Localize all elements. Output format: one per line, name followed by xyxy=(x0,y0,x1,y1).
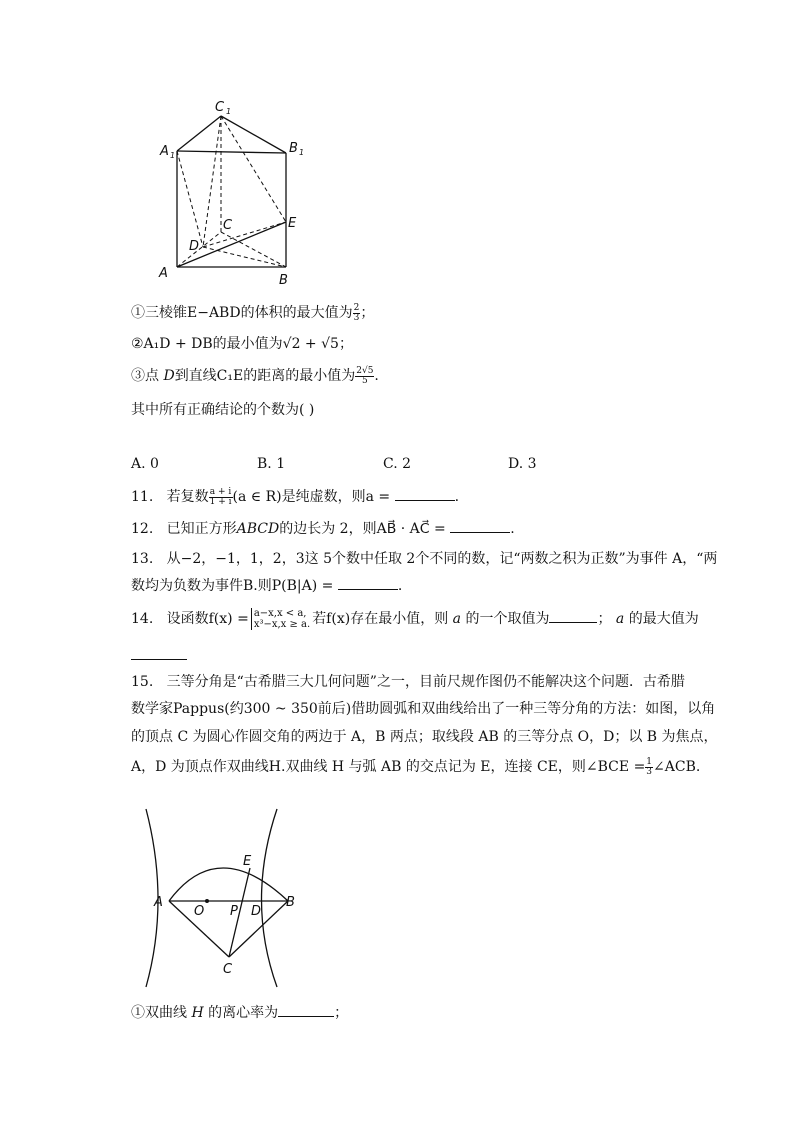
label-c: C xyxy=(223,218,233,233)
q10-prompt: 其中所有正确结论的个数为( ) xyxy=(131,402,315,418)
q12-number: 12. xyxy=(131,521,154,537)
statement-2: ②A₁D + DB的最小值为√2 + √5； xyxy=(131,336,353,352)
label-c1-sub: 1 xyxy=(226,107,232,116)
segment-c1-e xyxy=(221,116,286,222)
hyperbola-figure xyxy=(140,805,305,990)
question-14: 14. 设函数f(x) = a−x,x < a, x³−x,x ≥ a. 若f(x)存在最小值，则 a 的一个取值为 ； a 的最大值为 xyxy=(131,608,699,630)
question-15-line2: 数学家Pappus(约300 ~ 350前后)借助圆弧和双曲线给出了一种三等分角的方法：如图，以角 xyxy=(131,701,716,717)
vector-expression: AB⃗ · AC⃗ = xyxy=(376,521,446,537)
question-15: 15. 三等分角是“古希腊三大几何问题”之一，目前尺规作图仍不能解决这个问题．古希腊 xyxy=(131,674,685,690)
fraction-one-third: $\frac{1}{3}$ xyxy=(646,756,653,777)
fraction-two-root5-over-5: $\frac{2√5}{5}$ xyxy=(356,365,374,386)
option-c: C. 2 xyxy=(383,456,412,472)
option-b: B. 1 xyxy=(257,456,286,472)
label-a1-sub: 1 xyxy=(170,151,176,160)
label-c1: C xyxy=(215,100,225,115)
answer-blank-13[interactable] xyxy=(338,577,398,590)
point-o xyxy=(205,899,209,903)
label-a: A xyxy=(154,895,163,910)
label-b: B xyxy=(286,895,295,910)
label-a: A xyxy=(159,266,168,281)
label-c: C xyxy=(223,962,233,977)
label-o: O xyxy=(194,904,205,919)
statement-3-text: 到直线C₁E的距离的最小值为 xyxy=(174,368,356,384)
segment-c1-d xyxy=(203,116,221,247)
segment-d-b xyxy=(203,247,286,267)
q15-number: 15. xyxy=(131,674,154,690)
prism-figure xyxy=(155,95,315,290)
arc-ab xyxy=(169,868,288,901)
label-p: P xyxy=(230,904,238,919)
answer-blank-12[interactable] xyxy=(450,520,510,533)
question-15-line3: 的顶点 C 为圆心作圆交角的两边于 A，B 两点；取线段 AB 的三等分点 O，D；以 B 为焦点， xyxy=(131,729,718,745)
segment-a1-d xyxy=(177,151,203,247)
q13-number: 13. xyxy=(131,551,154,567)
statement-2-text: ②A₁D + DB的最小值为 xyxy=(131,336,283,352)
label-b1: B xyxy=(289,141,298,156)
question-14-line2 xyxy=(131,646,187,666)
answer-blank-15a[interactable] xyxy=(278,1004,334,1017)
label-b1-sub: 1 xyxy=(299,148,305,157)
question-11: 11. 若复数 $\frac{a + i}{1 + i}$ (a ∈ R)是纯虚数，则a = . xyxy=(131,486,460,507)
fraction-two-thirds: $\frac{2}{3}$ xyxy=(353,302,360,323)
question-12: 12. 已知正方形ABCD的边长为 2，则AB⃗ · AC⃗ = . xyxy=(131,521,515,537)
option-a: A. 0 xyxy=(131,456,159,472)
question-15-line4: A，D 为顶点作双曲线H.双曲线 H 与弧 AB 的交点记为 E，连接 CE，则∠BCE = $\frac{1}{3}$ ∠ACB. xyxy=(131,756,701,777)
label-a1: A xyxy=(160,144,169,159)
edge-a1-b1 xyxy=(177,151,286,153)
statement-3: ③点 D到直线C₁E的距离的最小值为 $\frac{2√5}{5}$ . xyxy=(131,365,379,386)
segment-d-e xyxy=(203,222,286,247)
q11-number: 11. xyxy=(131,489,154,505)
question-13: 13. 从−2，−1，1，2，3这 5个数中任取 2个不同的数，记“两数之积为正数”为事件 A，“两 xyxy=(131,551,718,567)
question-15-sub1: ①双曲线 H 的离心率为 ； xyxy=(131,1005,349,1021)
fraction-a-plus-i: $\frac{a + i}{1 + i}$ xyxy=(209,486,232,507)
label-d: D xyxy=(189,239,200,254)
edge-c1-a1 xyxy=(177,116,221,151)
answer-blank-11[interactable] xyxy=(395,488,455,501)
answer-blank-14b[interactable] xyxy=(131,647,187,660)
label-d: D xyxy=(251,904,262,919)
label-b: B xyxy=(279,273,288,288)
edge-c-b xyxy=(221,232,286,267)
statement-1: ①三棱锥E−ABD的体积的最大值为 $\frac{2}{3}$ ； xyxy=(131,302,375,323)
edge-c1-b1 xyxy=(221,116,286,153)
answer-blank-14a[interactable] xyxy=(549,610,597,623)
hyperbola-right-branch xyxy=(262,809,278,987)
statement-1-text: ①三棱锥E−ABD的体积的最大值为 xyxy=(131,305,353,321)
option-d: D. 3 xyxy=(508,456,537,472)
q14-number: 14. xyxy=(131,611,154,627)
label-e: E xyxy=(288,216,297,231)
piecewise-function: a−x,x < a, x³−x,x ≥ a. xyxy=(251,608,310,630)
label-e: E xyxy=(243,854,252,869)
question-13-line2: 数均为负数为事件B.则P(B|A) = . xyxy=(131,578,403,594)
statement-2-expr: √2 + √5 xyxy=(282,336,339,352)
